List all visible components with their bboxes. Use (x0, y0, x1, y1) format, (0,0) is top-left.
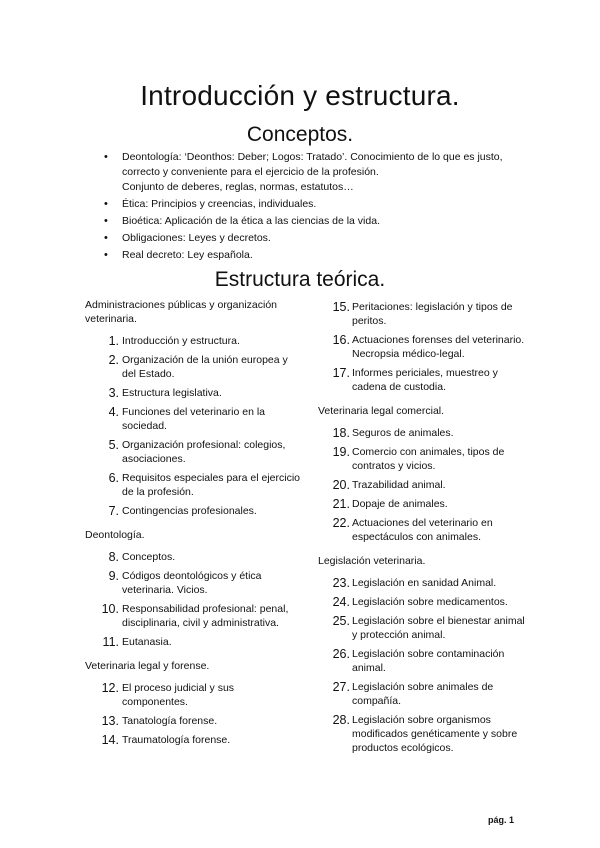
item-number: 20. (332, 478, 350, 492)
list-item (85, 471, 300, 499)
item-text: Tanatología forense. (122, 715, 218, 727)
list-item (318, 445, 528, 473)
section-heading: Administraciones públicas y organización veterinaria. (85, 299, 278, 325)
left-column (85, 298, 300, 757)
list-item (102, 231, 522, 246)
list-item (318, 426, 528, 440)
item-number: 4. (108, 405, 119, 419)
item-number: 28. (332, 713, 350, 727)
section-heading: Veterinaria legal comercial. (318, 405, 445, 417)
topic-list (85, 334, 300, 518)
item-text: Códigos deontológicos y ética veterinaria. Vicios. (122, 570, 262, 596)
right-column (318, 300, 528, 765)
concept-line: • Real decreto: Ley española. (122, 249, 253, 261)
page-number: pág. 1 (488, 815, 515, 825)
item-text: Peritaciones: legislación y tipos de peritos. (352, 301, 513, 327)
list-item (85, 602, 300, 630)
item-text: Eutanasia. (122, 636, 172, 648)
topic-list (85, 681, 300, 747)
item-number: 2. (108, 353, 119, 367)
list-item (85, 635, 300, 649)
item-number: 25. (332, 614, 350, 628)
concept-line: correcto y conveniente para el ejercicio de la profesión. (122, 166, 379, 178)
item-text: Estructura legislativa. (122, 387, 222, 399)
item-number: 18. (332, 426, 350, 440)
list-item (318, 333, 528, 361)
concept-line: • Obligaciones: Leyes y decretos. (122, 232, 271, 244)
item-number: 7. (108, 504, 119, 518)
topic-list (318, 300, 528, 394)
item-text: Requisitos especiales para el ejercicio de la profesión. (122, 472, 301, 498)
item-number: 13. (101, 714, 119, 728)
list-item (318, 576, 528, 590)
list-item (85, 334, 300, 348)
concept-line: • Ética: Principios y creencias, individuales. (122, 198, 317, 210)
item-text: Contingencias profesionales. (122, 505, 257, 517)
list-item (85, 405, 300, 433)
list-item (102, 150, 522, 195)
item-number: 8. (108, 550, 119, 564)
list-item (85, 504, 300, 518)
item-text: Organización profesional: colegios, asociaciones. (122, 439, 286, 465)
topic-list (318, 426, 528, 544)
topic-list (318, 576, 528, 755)
page-title: Introducción y estructura. (140, 80, 460, 111)
item-text: Conceptos. (122, 551, 176, 563)
item-text: Legislación sobre animales de compañía. (352, 681, 494, 707)
item-text: Trazabilidad animal. (352, 479, 446, 491)
item-number: 10. (101, 602, 119, 616)
item-number: 16. (332, 333, 350, 347)
list-item (318, 366, 528, 394)
item-text: Informes periciales, muestreo y cadena de custodia. (352, 367, 498, 393)
item-text: Funciones del veterinario en la sociedad. (122, 406, 266, 432)
item-text: El proceso judicial y sus componentes. (122, 682, 235, 708)
item-number: 3. (108, 386, 119, 400)
item-number: 26. (332, 647, 350, 661)
section-heading: Veterinaria legal y forense. (85, 660, 210, 672)
structure-heading: Estructura teórica. (214, 268, 386, 291)
item-number: 6. (108, 471, 119, 485)
concept-line: Conjunto de deberes, reglas, normas, estatutos… (122, 181, 354, 193)
list-item (85, 386, 300, 400)
item-number: 1. (108, 334, 119, 348)
item-text: Legislación sobre medicamentos. (352, 596, 508, 608)
item-text: Organización de la unión europea y del Estado. (122, 354, 288, 380)
item-number: 27. (332, 680, 350, 694)
item-text: Responsabilidad profesional: penal, disciplinaria, civil y administrativa. (122, 603, 289, 629)
item-text: Actuaciones del veterinario en espectáculos con animales. (352, 517, 493, 543)
list-item (85, 353, 300, 381)
item-text: Seguros de animales. (352, 427, 454, 439)
item-text: Legislación sobre organismos modificados genéticamente y sobre productos ecológicos. (352, 714, 518, 754)
item-number: 19. (332, 445, 350, 459)
list-item (318, 497, 528, 511)
list-item (318, 680, 528, 708)
list-item (85, 569, 300, 597)
list-item (85, 733, 300, 747)
item-text: Legislación en sanidad Animal. (352, 577, 497, 589)
item-number: 5. (108, 438, 119, 452)
item-text: Dopaje de animales. (352, 498, 448, 510)
list-item (318, 516, 528, 544)
item-number: 11. (102, 635, 119, 649)
list-item (85, 550, 300, 564)
item-number: 17. (332, 366, 350, 380)
list-item (318, 595, 528, 609)
item-number: 22. (332, 516, 350, 530)
item-number: 14. (101, 733, 119, 747)
item-text: Legislación sobre el bienestar animal y protección animal. (352, 615, 525, 641)
item-number: 24. (332, 595, 350, 609)
section-heading: Deontología. (85, 529, 145, 541)
list-item (102, 248, 522, 263)
list-item (318, 478, 528, 492)
concept-line: • Bioética: Aplicación de la ética a las ciencias de la vida. (122, 215, 380, 227)
item-number: 9. (108, 569, 119, 583)
list-item (102, 197, 522, 212)
item-number: 15. (332, 300, 350, 314)
item-text: Traumatología forense. (122, 734, 231, 746)
list-item (318, 614, 528, 642)
list-item (85, 438, 300, 466)
topic-list (85, 550, 300, 649)
list-item (85, 681, 300, 709)
item-text: Introducción y estructura. (122, 335, 240, 347)
list-item (85, 714, 300, 728)
item-number: 23. (332, 576, 350, 590)
item-text: Actuaciones forenses del veterinario. Necropsia médico-legal. (352, 334, 525, 360)
section-heading: Legislación veterinaria. (318, 555, 426, 567)
concept-line: • Deontología: ‘Deonthos: Deber; Logos: Tratado’. Conocimiento de lo que es justo, (122, 151, 503, 163)
item-text: Comercio con animales, tipos de contratos y vicios. (352, 446, 505, 472)
item-text: Legislación sobre contaminación animal. (352, 648, 505, 674)
concepts-heading: Conceptos. (246, 123, 354, 146)
item-number: 12. (101, 681, 119, 695)
item-number: 21. (332, 497, 350, 511)
list-item (318, 713, 528, 755)
list-item (102, 214, 522, 229)
list-item (318, 300, 528, 328)
concepts-list (102, 150, 522, 263)
list-item (318, 647, 528, 675)
